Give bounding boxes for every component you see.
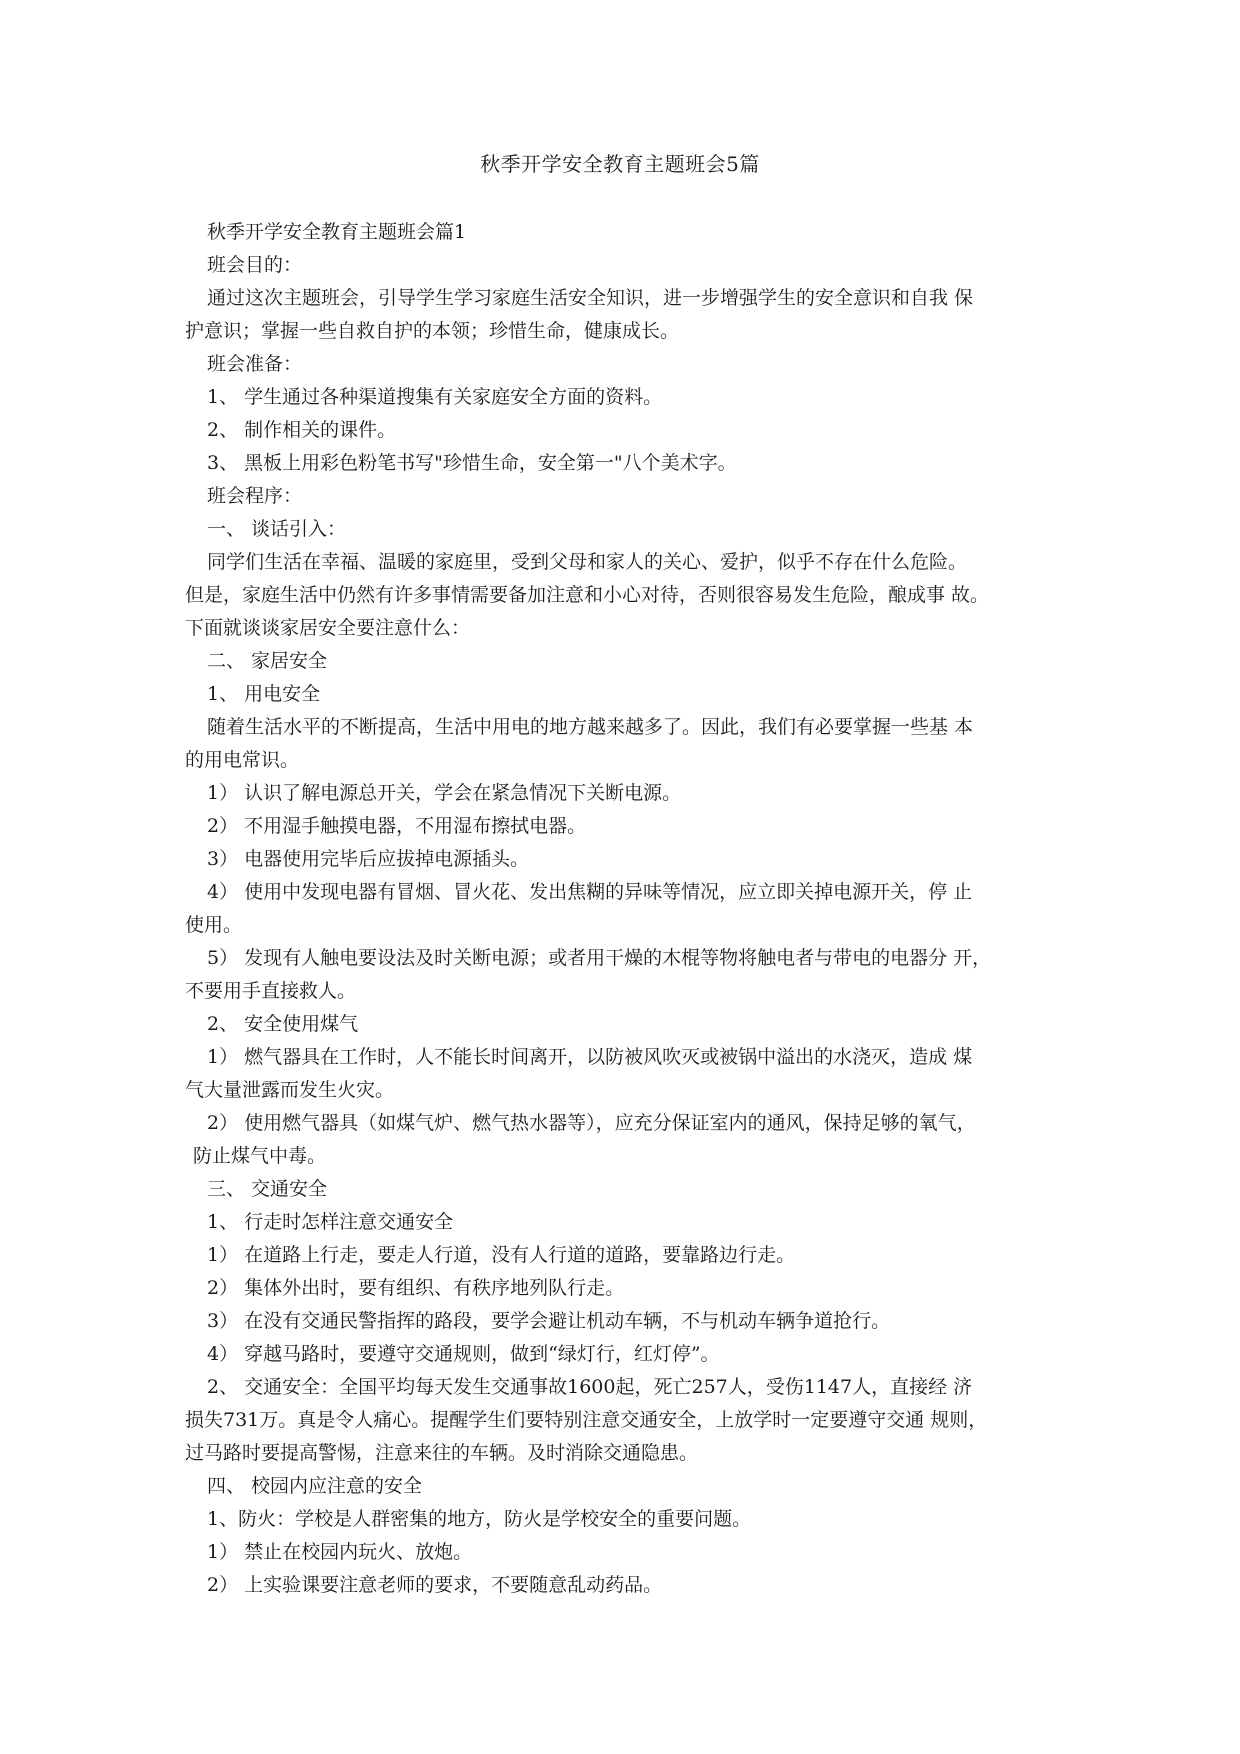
text-line: 2、 制作相关的课件。	[207, 419, 397, 441]
text-line: 二、 家居安全	[207, 650, 328, 672]
text-line: 班会准备：	[207, 353, 303, 375]
text-line: 秋季开学安全教育主题班会篇1	[207, 221, 467, 243]
text-line: 损失731万。真是令人痛心。提醒学生们要特别注意交通安全，上放学时一定要遵守交通 规则，	[185, 1409, 988, 1431]
text-line: 2） 不用湿手触摸电器，不用湿布擦拭电器。	[207, 815, 587, 837]
text-line: 2、 交通安全：全国平均每天发生交通事故1600起，死亡257人，受伤1147人，直接经 济	[207, 1376, 973, 1398]
text-line: 2） 使用燃气器具（如煤气炉、燃气热水器等），应充分保证室内的通风，保持足够的氧气，	[207, 1112, 976, 1134]
text-line: 气大量泄露而发生火灾。	[185, 1079, 395, 1101]
text-line: 过马路时要提高警惕，注意来往的车辆。及时消除交通隐患。	[185, 1442, 699, 1464]
text-line: 3） 在没有交通民警指挥的路段，要学会避让机动车辆，不与机动车辆争道抢行。	[207, 1310, 891, 1332]
text-line: 4） 使用中发现电器有冒烟、冒火花、发出焦糊的异味等情况，应立即关掉电源开关，停 止	[207, 881, 973, 903]
text-line: 但是，家庭生活中仍然有许多事情需要备加注意和小心对待，否则很容易发生危险，酿成事 故。	[185, 584, 990, 606]
text-line: 三、 交通安全	[207, 1178, 328, 1200]
text-line: 2、 安全使用煤气	[207, 1013, 359, 1035]
document-title: 秋季开学安全教育主题班会5篇	[480, 152, 760, 176]
text-line: 1） 燃气器具在工作时，人不能长时间离开，以防被风吹灭或被锅中溢出的水浇灭，造成 煤	[207, 1046, 973, 1068]
text-line: 1、 学生通过各种渠道搜集有关家庭安全方面的资料。	[207, 386, 663, 408]
text-line: 的用电常识。	[185, 749, 300, 771]
text-line: 四、 校园内应注意的安全	[207, 1475, 423, 1497]
text-line: 使用。	[185, 914, 243, 936]
text-line: 3） 电器使用完毕后应拔掉电源插头。	[207, 848, 530, 870]
text-line: 班会程序：	[207, 485, 303, 507]
text-line: 班会目的：	[207, 254, 303, 276]
text-line: 2） 上实验课要注意老师的要求，不要随意乱动药品。	[207, 1574, 663, 1596]
text-line: 1） 认识了解电源总开关，学会在紧急情况下关断电源。	[207, 782, 682, 804]
text-line: 防止煤气中毒。	[193, 1145, 327, 1167]
text-line: 随着生活水平的不断提高，生活中用电的地方越来越多了。因此，我们有必要掌握一些基 本	[207, 716, 974, 738]
document-body	[185, 216, 1065, 1602]
text-line: 护意识；掌握一些自救自护的本领；珍惜生命，健康成长。	[185, 320, 680, 342]
text-line: 1、 行走时怎样注意交通安全	[207, 1211, 454, 1233]
text-line: 一、 谈话引入：	[207, 518, 347, 540]
text-line: 1） 在道路上行走，要走人行道，没有人行道的道路，要靠路边行走。	[207, 1244, 796, 1266]
text-line: 同学们生活在幸福、温暖的家庭里，受到父母和家人的关心、爱护，似乎不存在什么危险。	[207, 551, 968, 573]
text-line: 1、 用电安全	[207, 683, 321, 705]
text-line: 3、 黑板上用彩色粉笔书写"珍惜生命，安全第一"八个美术字。	[207, 452, 737, 474]
text-line: 1） 禁止在校园内玩火、放炮。	[207, 1541, 473, 1563]
text-line: 4） 穿越马路时，要遵守交通规则，做到“绿灯行，红灯停”。	[207, 1343, 720, 1365]
text-line: 5） 发现有人触电要设法及时关断电源；或者用干燥的木棍等物将触电者与带电的电器分 开，	[207, 947, 992, 969]
text-line: 1、防火：学校是人群密集的地方，防火是学校安全的重要问题。	[207, 1508, 752, 1530]
text-line: 下面就谈谈家居安全要注意什么：	[185, 617, 471, 639]
text-line: 通过这次主题班会，引导学生学习家庭生活安全知识，进一步增强学生的安全意识和自我 保	[207, 287, 974, 309]
text-line: 2） 集体外出时，要有组织、有秩序地列队行走。	[207, 1277, 625, 1299]
text-line: 不要用手直接救人。	[185, 980, 357, 1002]
